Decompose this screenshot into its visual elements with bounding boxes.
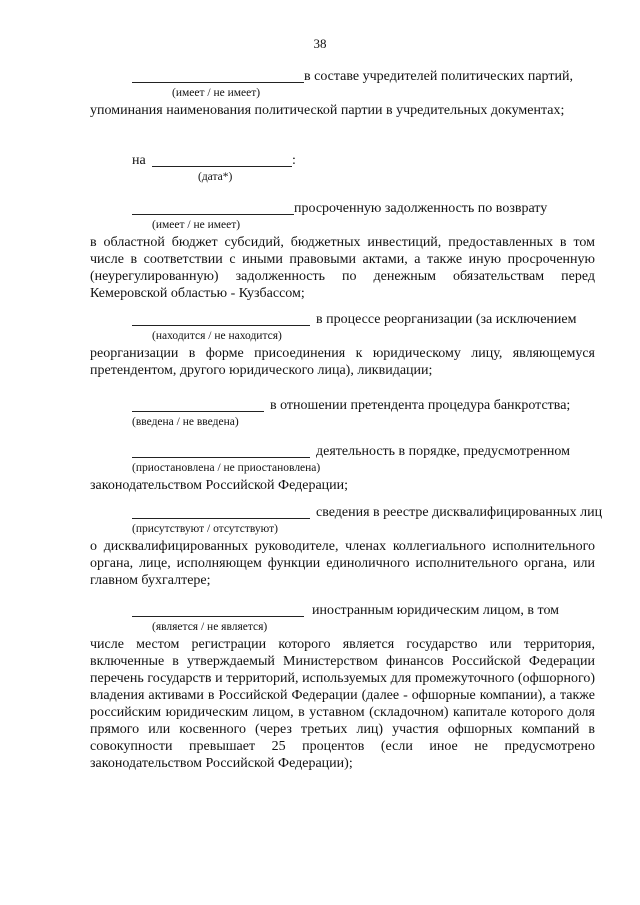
hint-label: (имеет / не имеет) <box>172 87 261 99</box>
fill-row <box>90 311 595 329</box>
row-text: в составе учредителей политических партий, <box>304 69 573 84</box>
section-reorganization <box>90 311 595 379</box>
row-text: деятельность в порядке, предусмотренном <box>316 444 570 459</box>
blank-line[interactable] <box>132 411 264 412</box>
section-date <box>90 152 595 183</box>
row-text: просроченную задолженность по возврату <box>294 201 548 216</box>
fill-row <box>90 602 595 620</box>
hint-label: (приостановлена / не приостановлена) <box>132 462 321 474</box>
section-overdue-debt <box>90 200 595 302</box>
blank-line[interactable] <box>132 518 310 519</box>
hint-label: (дата*) <box>198 171 233 183</box>
paragraph: о дисквалифицированных руководителе, членах коллегиального исполнительного органа, лице, исполняющем функции единоличного исполнительного органа, или главном бухгалтере; <box>90 539 595 588</box>
blank-line[interactable] <box>132 325 310 326</box>
paragraph: упоминания наименования политической партии в учредительных документах; <box>90 103 565 118</box>
row-text: в отношении претендента процедура банкротства; <box>270 398 571 413</box>
hint-label: (присутствуют / отсутствуют) <box>132 523 278 535</box>
page-number: 38 <box>313 36 327 51</box>
paragraph: числе местом регистрации которого является государство или территория, включенные в утверждаемый Министерством финансов Российской Федерации перечень государств и территорий, используемых для промежуточного (офшорного) владения активами в Российской Федерации (далее - офшорные компании), а также российским юридическим лицом, в уставном (складочном) капитале которого доля прямого или косвенного (через третьих лиц) участия офшорных компаний в совокупности превышает 25 процентов (если иное не предусмотрено законодательством Российской Федерации); <box>90 637 595 771</box>
row-text: иностранным юридическим лицом, в том <box>312 603 560 618</box>
blank-line[interactable] <box>132 457 310 458</box>
blank-line[interactable] <box>132 214 294 215</box>
blank-line[interactable] <box>132 616 304 617</box>
section-disqualified-persons <box>90 504 603 589</box>
fill-row <box>90 504 603 522</box>
blank-line[interactable] <box>132 82 304 83</box>
paragraph: в областной бюджет субсидий, бюджетных инвестиций, предоставленных в том числе в соответствии с иными правовыми актами, а также иную просроченную (неурегулированную) задолженность по денежным обязательствам перед Кемеровской областью - Кузбассом; <box>90 235 595 301</box>
paragraph: законодательством Российской Федерации; <box>90 478 349 493</box>
hint-label: (является / не является) <box>152 621 268 633</box>
fill-row <box>90 443 595 461</box>
fill-row <box>90 68 595 86</box>
row-prefix: на <box>132 153 146 168</box>
section-suspended-activity <box>90 443 595 494</box>
date-blank-line[interactable] <box>152 166 292 167</box>
fill-row <box>90 397 595 415</box>
hint-label: (введена / не введена) <box>132 416 239 428</box>
row-suffix: : <box>292 153 296 168</box>
row-text: в процессе реорганизации (за исключением <box>316 312 577 327</box>
section-offshore <box>90 602 595 772</box>
section-bankruptcy <box>90 397 595 428</box>
hint-label: (имеет / не имеет) <box>152 219 241 231</box>
fill-row <box>90 152 595 170</box>
row-text: сведения в реестре дисквалифицированных лиц <box>316 505 603 520</box>
fill-row <box>90 200 595 218</box>
section-political-parties <box>90 68 595 119</box>
blank-holder <box>132 200 294 218</box>
paragraph: реорганизации в форме присоединения к юридическому лицу, являющемуся претендентом, другого юридического лица), ликвидации; <box>90 346 595 378</box>
hint-label: (находится / не находится) <box>152 330 282 342</box>
